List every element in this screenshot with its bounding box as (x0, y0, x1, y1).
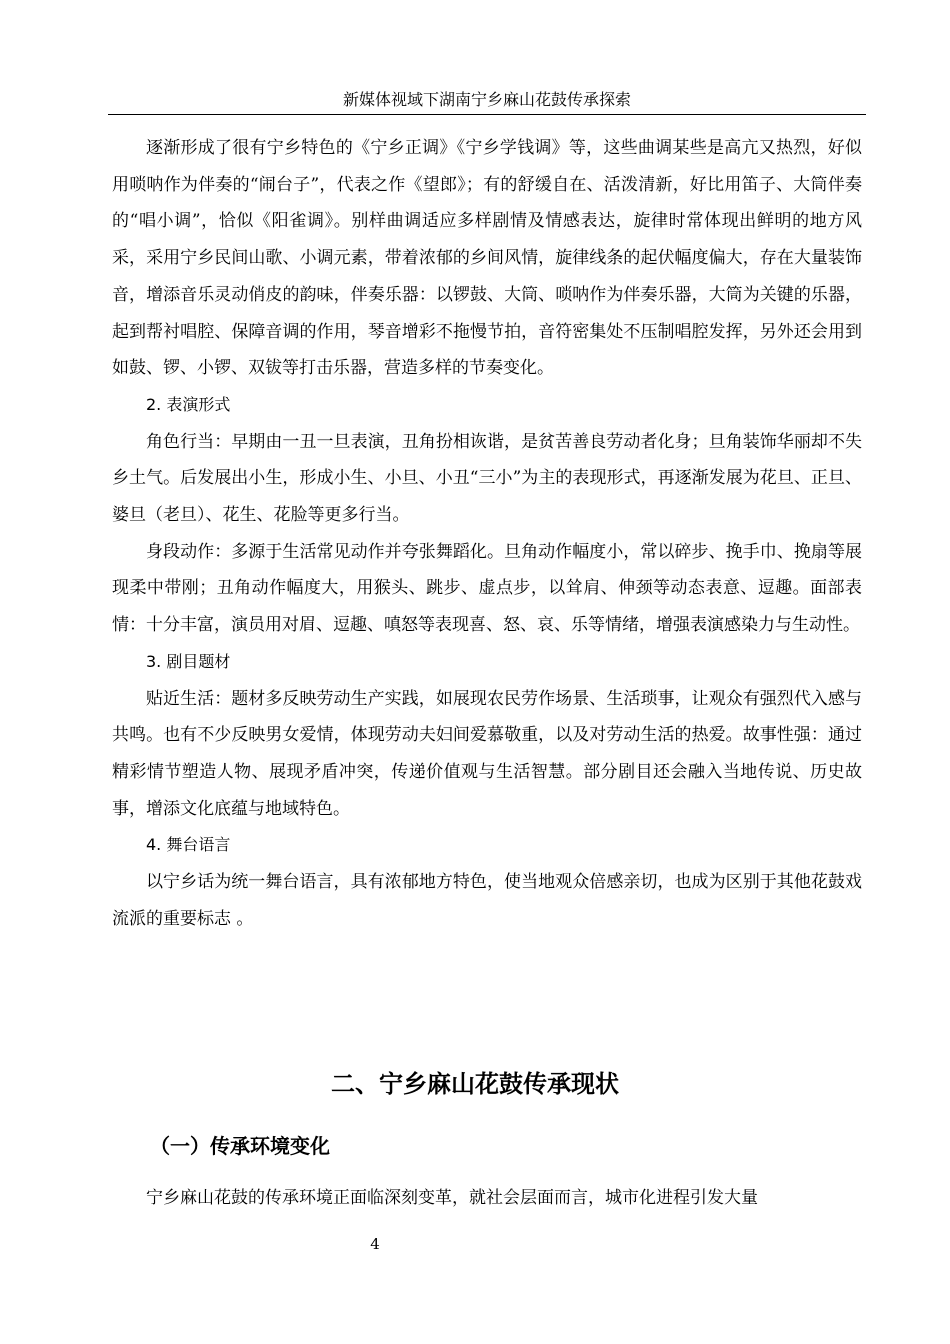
paragraph-movements: 身段动作：多源于生活常见动作并夸张舞蹈化。旦角动作幅度小，常以碎步、挽手巾、挽扇等展现柔中带刚；丑角动作幅度大，用猴头、跳步、虚点步，以耸肩、伸颈等动态表意、逗趣。面部表情：十分丰富，演员用对眉、逗趣、嗔怒等表现喜、怒、哀、乐等情绪，增强表演感染力与生动性。 (112, 541, 862, 636)
page-number: 4 (370, 1235, 380, 1253)
heading-stage-language: 4. 舞台语言 (146, 835, 231, 855)
heading-performance-form: 2. 表演形式 (146, 394, 231, 414)
paragraph-environment: 宁乡麻山花鼓的传承环境正面临深刻变革，就社会层面而言，城市化进程引发大量 (146, 1188, 758, 1208)
heading-repertoire-themes: 3. 剧目题材 (146, 651, 231, 671)
paragraph-roles: 角色行当：早期由一丑一旦表演，丑角扮相诙谐，是贫苦善良劳动者化身；旦角装饰华丽却不失乡土气。后发展出小生，形成小生、小旦、小丑“三小”为主的表现形式，再逐渐发展为花旦、正旦、婆旦（老旦）、花生、花脸等更多行当。 (112, 431, 862, 526)
paragraph-melody: 逐渐形成了很有宁乡特色的《宁乡正调》《宁乡学钱调》等，这些曲调某些是高亢又热烈，好似用唢呐作为伴奏的“闹台子”，代表之作《望郎》；有的舒缓自在、活泼清新，好比用笛子、大筒伴奏的“唱小调”，恰似《阳雀调》。别样曲调适应多样剧情及情感表达，旋律时常体现出鲜明的地方风采，采用宁乡民间山歌、小调元素，带着浓郁的乡间风情，旋律线条的起伏幅度偏大，存在大量装饰音，增添音乐灵动俏皮的韵味，伴奏乐器：以锣鼓、大筒、唢呐作为伴奏乐器，大筒为关键的乐器，起到帮衬唱腔、保障音调的作用，琴音增彩不拖慢节拍，音符密集处不压制唱腔发挥，另外还会用到如鼓、锣、小锣、双钹等打击乐器，营造多样的节奏变化。 (112, 138, 862, 379)
section-heading: 二、宁乡麻山花鼓传承现状 (331, 1070, 619, 1098)
paragraph-themes: 贴近生活：题材多反映劳动生产实践，如展现农民劳作场景、生活琐事，让观众有强烈代入感与共鸣。也有不少反映男女爱情，体现劳动夫妇间爱慕敬重，以及对劳动生活的热爱。故事性强：通过精彩情节塑造人物、展现矛盾冲突，传递价值观与生活智慧。部分剧目还会融入当地传说、历史故事，增添文化底蕴与地域特色。 (112, 688, 862, 819)
running-header: 新媒体视域下湖南宁乡麻山花鼓传承探索 (108, 86, 866, 115)
body-text (112, 130, 862, 937)
subsection-heading: （一）传承环境变化 (150, 1134, 330, 1158)
paragraph-language: 以宁乡话为统一舞台语言，具有浓郁地方特色，使当地观众倍感亲切，也成为区别于其他花鼓戏流派的重要标志 。 (112, 872, 862, 929)
